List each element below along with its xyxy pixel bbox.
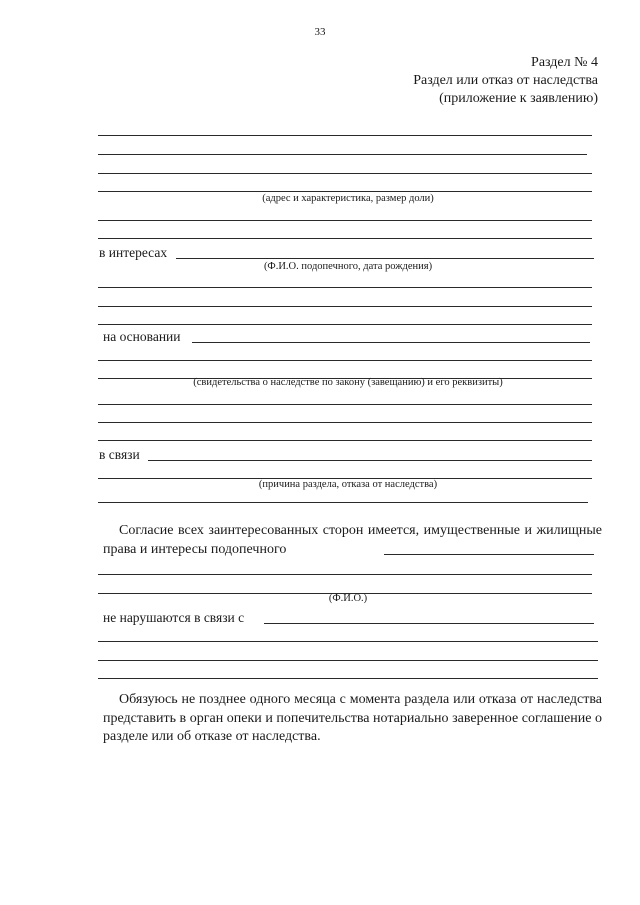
address-line-6[interactable] bbox=[98, 238, 592, 239]
in-interests-label: в интересах bbox=[99, 245, 168, 260]
ward-line-2[interactable] bbox=[98, 306, 592, 307]
ward-line-1[interactable] bbox=[98, 287, 592, 288]
not-violated-line-2[interactable] bbox=[98, 660, 598, 661]
reason-line-2[interactable] bbox=[98, 502, 588, 503]
on-basis-label: на основании bbox=[103, 329, 181, 344]
certificate-caption: (свидетельства о наследстве по закону (завещанию) и его реквизиты) bbox=[193, 377, 503, 388]
consent-text: Согласие всех заинтересованных сторон имеется, имущественные и жилищные права и интересы подопечного bbox=[103, 523, 602, 557]
address-line-5[interactable] bbox=[98, 220, 592, 221]
consent-line-1[interactable] bbox=[98, 574, 592, 575]
basis-field[interactable] bbox=[192, 342, 590, 343]
address-line-3[interactable] bbox=[98, 173, 592, 174]
not-violated-field[interactable] bbox=[264, 623, 594, 624]
basis-line-3[interactable] bbox=[98, 404, 592, 405]
fio-caption: (Ф.И.О.) bbox=[328, 593, 368, 604]
ward-name-field[interactable] bbox=[176, 258, 594, 259]
page-number: 33 bbox=[314, 26, 326, 38]
basis-line-5[interactable] bbox=[98, 440, 592, 441]
consent-ward-field[interactable] bbox=[384, 554, 594, 555]
form-subtitle: (приложение к заявлению) bbox=[439, 91, 598, 106]
ward-caption: (Ф.И.О. подопечного, дата рождения) bbox=[263, 261, 433, 272]
obligation-paragraph: Обязуюсь не позднее одного месяца с момента раздела или отказа от наследства представить в орган опеки и попечительства нотариально заверенное соглашение о разделе или об отказе от наследства. bbox=[103, 692, 602, 744]
section-number: Раздел № 4 bbox=[531, 55, 598, 70]
basis-line-4[interactable] bbox=[98, 422, 592, 423]
basis-line-1[interactable] bbox=[98, 360, 592, 361]
address-line-4[interactable] bbox=[98, 191, 592, 192]
in-connection-label: в связи bbox=[99, 447, 140, 462]
reason-field[interactable] bbox=[148, 460, 592, 461]
address-caption: (адрес и характеристика, размер доли) bbox=[262, 193, 434, 204]
ward-line-3[interactable] bbox=[98, 324, 592, 325]
address-line-2[interactable] bbox=[98, 154, 587, 155]
not-violated-label: не нарушаются в связи с bbox=[103, 610, 245, 625]
reason-caption: (причина раздела, отказа от наследства) bbox=[258, 479, 438, 490]
not-violated-line-3[interactable] bbox=[98, 678, 598, 679]
not-violated-line-1[interactable] bbox=[98, 641, 598, 642]
address-line-1[interactable] bbox=[98, 135, 592, 136]
form-title: Раздел или отказ от наследства bbox=[413, 73, 598, 88]
